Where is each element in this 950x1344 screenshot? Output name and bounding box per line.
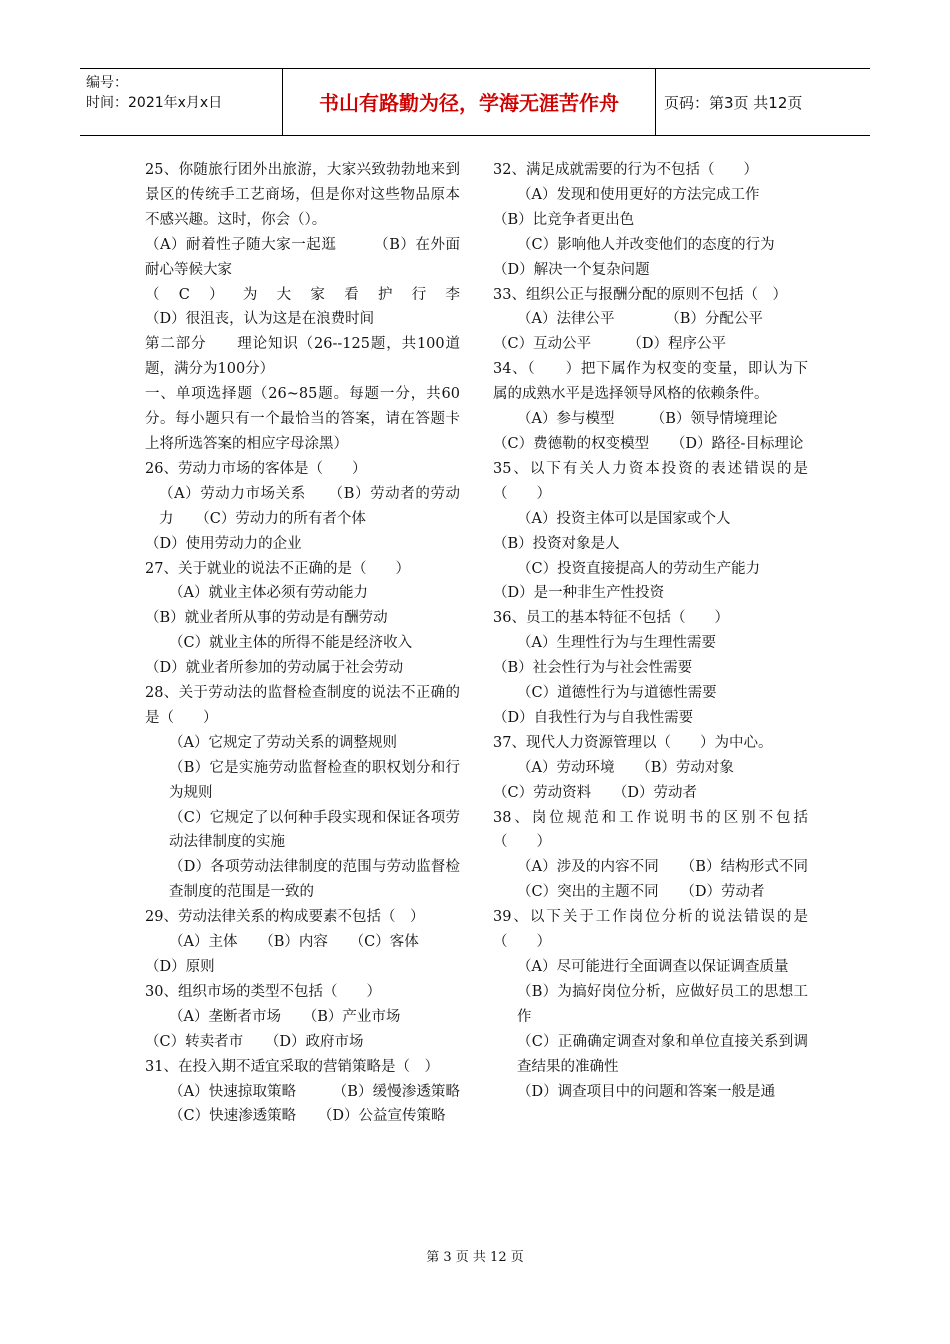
q39-option-a: （A）尽可能进行全面调查以保证调查质量	[517, 959, 789, 975]
q27-option-b: （B）就业者所从事的劳动是有酬劳动	[145, 610, 388, 627]
q28-option-b: （B）它是实施劳动监督检查的职权划分和行为规则	[169, 759, 460, 801]
q32-option-a: （A）发现和使用更好的方法完成工作	[517, 186, 760, 203]
section-instructions: 一、单项选择题（26~85题。每题一分，共60分。每小题只有一个最恰当的答案，请在答题卡上将所选答案的相应字母涂黑）	[145, 386, 460, 452]
q27-option-a: （A）就业主体必须有劳动能力	[169, 585, 368, 602]
question-33: 33、组织公正与报酬分配的原则不包括（ ）	[493, 286, 787, 303]
q32-option-b: （B）比竞争者更出色	[493, 211, 635, 228]
q29-option-d: （D）原则	[145, 959, 215, 975]
q39-option-b: （B）为搞好岗位分析，应做好员工的思想工作	[517, 983, 808, 1025]
section-title: 第二部分 理论知识（26--125题，共100道题，满分为100分）	[145, 336, 460, 378]
q36-option-c: （C）道德性行为与道德性需要	[517, 685, 717, 702]
q37-options-cd: （C）劳动资料 （D）劳动者	[493, 784, 697, 801]
q32-option-c: （C）影响他人并改变他们的态度的行为	[517, 236, 775, 253]
question-35: 35、以下有关人力资本投资的表述错误的是（ ）	[493, 460, 808, 502]
page-footer: 第 3 页 共 12 页	[426, 1250, 524, 1265]
question-26: 26、劳动力市场的客体是（ ）	[145, 460, 367, 477]
q29-options-abc: （A）主体 （B）内容 （C）客体	[169, 934, 419, 951]
question-28: 28、关于劳动法的监督检查制度的说法不正确的是（ ）	[145, 685, 460, 726]
question-31: 31、在投入期不适宜采取的营销策略是（ ）	[145, 1058, 439, 1075]
q36-option-b: （B）社会性行为与社会性需要	[493, 660, 693, 677]
page-label: 页码：第3页 共12页	[664, 94, 803, 112]
q39-option-d: （D）调查项目中的问题和答案一般是通	[517, 1083, 776, 1100]
q30-options-ab: （A）垄断者市场 （B）产业市场	[169, 1008, 401, 1025]
q28-option-c: （C）它规定了以何种手段实现和保证各项劳动法律制度的实施	[169, 809, 460, 851]
q25-options-ab: （A）耐着性子随大家一起逛 （B）在外面耐心等候大家	[145, 236, 460, 278]
q39-option-c: （C）正确确定调查对象和单位直接关系到调查结果的准确性	[517, 1033, 808, 1075]
right-column	[493, 158, 837, 1104]
question-34: 34、（ ）把下属作为权变的变量，即认为下属的成熟水平是选择领导风格的依赖条件。	[493, 361, 808, 403]
motto: 书山有路勤为径，学海无涯苦作舟	[283, 69, 656, 135]
header-meta	[80, 69, 283, 135]
q32-option-d: （D）解决一个复杂问题	[493, 261, 650, 278]
q25-option-c: （C）为大家看护行李	[145, 286, 460, 303]
q33-options-cd: （C）互动公平 （D）程序公平	[493, 336, 726, 353]
q34-options-ab: （A）参与模型 （B）领导情境理论	[517, 411, 778, 428]
q36-option-a: （A）生理性行为与生理性需要	[517, 635, 716, 652]
question-30: 30、组织市场的类型不包括（ ）	[145, 983, 381, 1000]
question-36: 36、员工的基本特征不包括（ ）	[493, 610, 729, 627]
q30-options-cd: （C）转卖者市 （D）政府市场	[145, 1033, 364, 1050]
question-37: 37、现代人力资源管理以（ ）为中心。	[493, 734, 773, 751]
q28-option-d: （D）各项劳动法律制度的范围与劳动监督检查制度的范围是一致的	[169, 859, 460, 901]
question-29: 29、劳动法律关系的构成要素不包括（ ）	[145, 909, 425, 926]
q35-option-a: （A）投资主体可以是国家或个人	[517, 510, 731, 527]
q25-option-d: （D）很沮丧，认为这是在浪费时间	[145, 311, 375, 328]
q27-option-c: （C）就业主体的所得不能是经济收入	[169, 635, 413, 652]
q26-options-abc: （A）劳动力市场关系 （B）劳动者的劳动力 （C）劳动力的所有者个体	[159, 485, 460, 527]
q35-option-c: （C）投资直接提高人的劳动生产能力	[517, 560, 761, 577]
q31-options: （A）快速掠取策略 （B）缓慢渗透策略 （C）快速渗透策略 （D）公益宣传策略	[169, 1083, 489, 1125]
q34-options-cd: （C）费德勒的权变模型 （D）路径-目标理论	[493, 435, 804, 452]
question-25: 25、你随旅行团外出旅游，大家兴致勃勃地来到景区的传统手工艺商场，但是你对这些物品原本不感兴趣。这时，你会（）。	[145, 162, 460, 228]
question-38: 38、岗位规范和工作说明书的区别不包括（ ）	[493, 809, 808, 851]
q37-options-ab: （A）劳动环境 （B）劳动对象	[517, 759, 734, 776]
q36-option-d: （D）自我性行为与自我性需要	[493, 709, 694, 726]
q33-options-ab: （A）法律公平 （B）分配公平	[517, 311, 763, 328]
header-table	[80, 68, 870, 136]
q38-options: （A）涉及的内容不同 （B）结构形式不同 （C）突出的主题不同 （D）劳动者	[517, 859, 837, 901]
q28-option-a: （A）它规定了劳动关系的调整规则	[169, 734, 397, 751]
date-label: 时间：2021年x月x日	[86, 95, 223, 111]
q35-option-b: （B）投资对象是人	[493, 535, 620, 552]
question-39: 39、以下关于工作岗位分析的说法错误的是（ ）	[493, 909, 808, 951]
question-32: 32、满足成就需要的行为不包括（ ）	[493, 162, 758, 178]
q26-option-d: （D）使用劳动力的企业	[145, 535, 302, 552]
serial-label: 编号：	[86, 75, 128, 91]
q35-option-d: （D）是一种非生产性投资	[493, 585, 665, 602]
question-27: 27、关于就业的说法不正确的是（ ）	[145, 560, 410, 577]
q27-option-d: （D）就业者所参加的劳动属于社会劳动	[145, 660, 404, 677]
left-column	[145, 158, 489, 1129]
